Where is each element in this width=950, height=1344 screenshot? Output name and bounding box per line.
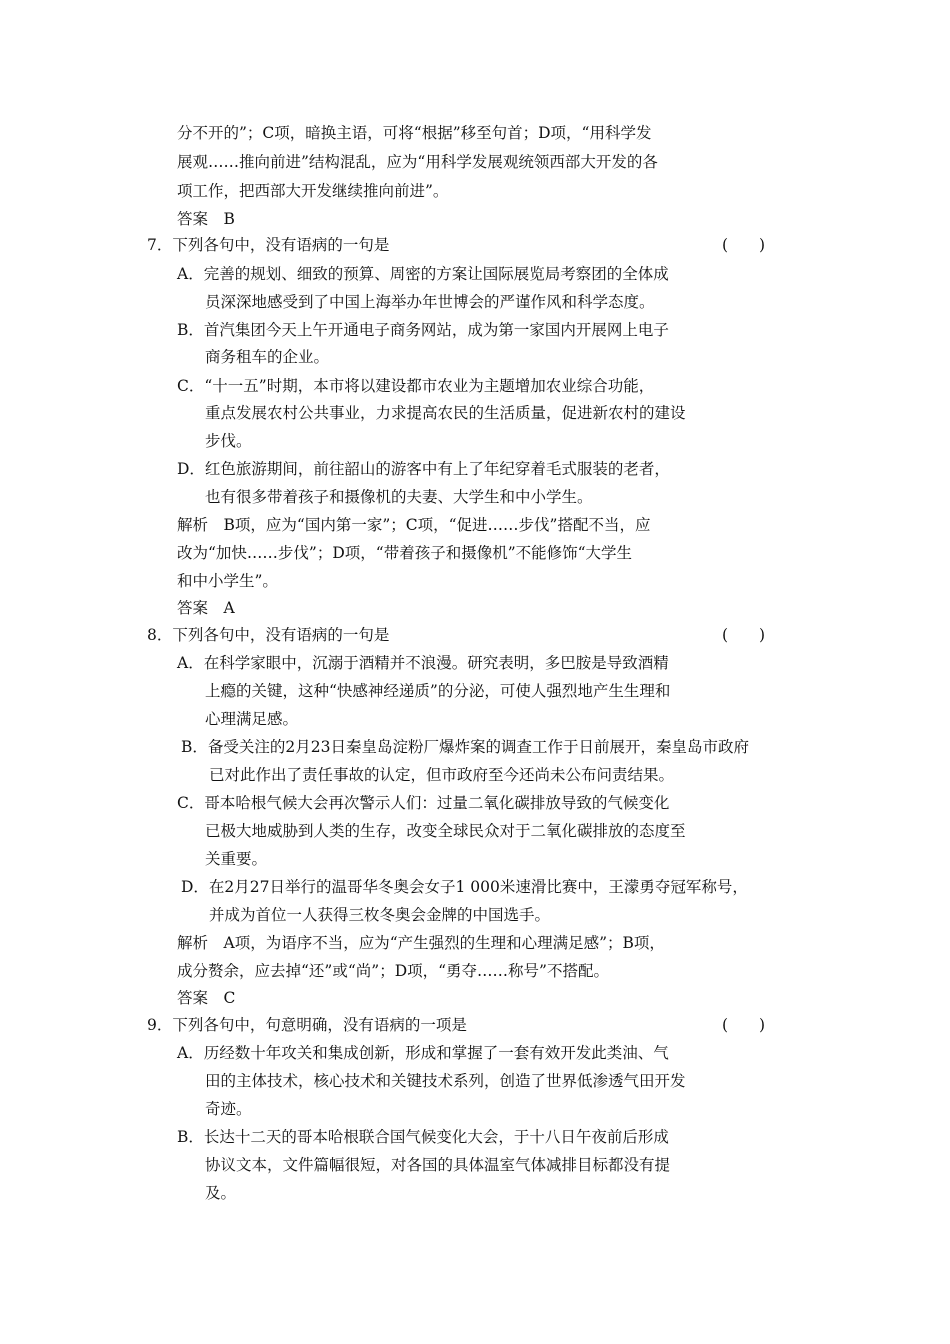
intro-line: 展观……推向前进”结构混乱，应为“用科学发展观统领西部大开发的各: [177, 153, 658, 171]
option-line: 奇迹。: [205, 1100, 252, 1118]
analysis-line: 解析 B项，应为“国内第一家”；C项，“促进……步伐”搭配不当，应: [177, 516, 651, 534]
option-line: C．哥本哈根气候大会再次警示人们：过量二氧化碳排放导致的气候变化: [177, 794, 670, 812]
option-line: D．红色旅游期间，前往韶山的游客中有上了年纪穿着毛式服装的老者，: [177, 460, 670, 478]
answer-parentheses: ( ): [722, 236, 766, 254]
option-line: B．长达十二天的哥本哈根联合国气候变化大会，于十八日午夜前后形成: [177, 1128, 669, 1146]
option-line: 重点发展农村公共事业，力求提高农民的生活质量，促进新农村的建设: [205, 404, 686, 422]
analysis-line: 和中小学生”。: [177, 572, 278, 590]
option-line: 协议文本，文件篇幅很短，对各国的具体温室气体减排目标都没有提: [205, 1156, 671, 1174]
option-line: A．在科学家眼中，沉溺于酒精并不浪漫。研究表明，多巴胺是导致酒精: [177, 654, 669, 672]
option-line: B．备受关注的2月23日秦皇岛淀粉厂爆炸案的调查工作于日前展开，秦皇岛市政府: [181, 738, 749, 756]
option-line: 已极大地威胁到人类的生存，改变全球民众对于二氧化碳排放的态度至: [205, 822, 686, 840]
option-line: 并成为首位一人获得三枚冬奥会金牌的中国选手。: [209, 906, 551, 924]
question-stem: 9．下列各句中，句意明确，没有语病的一项是: [147, 1016, 467, 1034]
option-line: B．首汽集团今天上午开通电子商务网站，成为第一家国内开展网上电子: [177, 321, 669, 339]
option-line: 心理满足感。: [205, 710, 299, 728]
option-line: 上瘾的关键，这种“快感神经递质”的分泌，可使人强烈地产生生理和: [205, 682, 671, 700]
analysis-line: 改为“加快……步伐”；D项，“带着孩子和摄像机”不能修饰“大学生: [177, 544, 633, 562]
intro-line: 项工作，把西部大开发继续推向前进”。: [177, 182, 449, 200]
option-line: 步伐。: [205, 432, 252, 450]
answer-parentheses: ( ): [722, 1016, 766, 1034]
option-line: 田的主体技术，核心技术和关键技术系列，创造了世界低渗透气田开发: [205, 1072, 686, 1090]
option-line: A．完善的规划、细致的预算、周密的方案让国际展览局考察团的全体成: [177, 265, 669, 283]
intro-answer: 答案 B: [177, 210, 235, 228]
intro-line: 分不开的”；C项，暗换主语，可将“根据”移至句首；D项，“用科学发: [177, 124, 652, 142]
option-line: 已对此作出了责任事故的认定，但市政府至今还尚未公布问责结果。: [209, 766, 675, 784]
answer-line: 答案 C: [177, 989, 236, 1007]
option-line: 商务租车的企业。: [205, 348, 330, 366]
answer-parentheses: ( ): [722, 626, 766, 644]
question-stem: 7．下列各句中，没有语病的一句是: [147, 236, 390, 254]
option-line: 关重要。: [205, 850, 268, 868]
option-line: 及。: [205, 1184, 237, 1202]
option-line: 也有很多带着孩子和摄像机的夫妻、大学生和中小学生。: [205, 488, 593, 506]
analysis-line: 解析 A项，为语序不当，应为“产生强烈的生理和心理满足感”；B项，: [177, 934, 665, 952]
analysis-line: 成分赘余，应去掉“还”或“尚”；D项，“勇夺……称号”不搭配。: [177, 962, 609, 980]
option-line: 员深深地感受到了中国上海举办年世博会的严谨作风和科学态度。: [205, 293, 655, 311]
option-line: D．在2月27日举行的温哥华冬奥会女子1 000米速滑比赛中，王濛勇夺冠军称号，: [181, 878, 748, 896]
option-line: C．“十一五”时期，本市将以建设都市农业为主题增加农业综合功能，: [177, 377, 655, 395]
question-stem: 8．下列各句中，没有语病的一句是: [147, 626, 390, 644]
answer-line: 答案 A: [177, 599, 235, 617]
option-line: A．历经数十年攻关和集成创新，形成和掌握了一套有效开发此类油、气: [177, 1044, 669, 1062]
